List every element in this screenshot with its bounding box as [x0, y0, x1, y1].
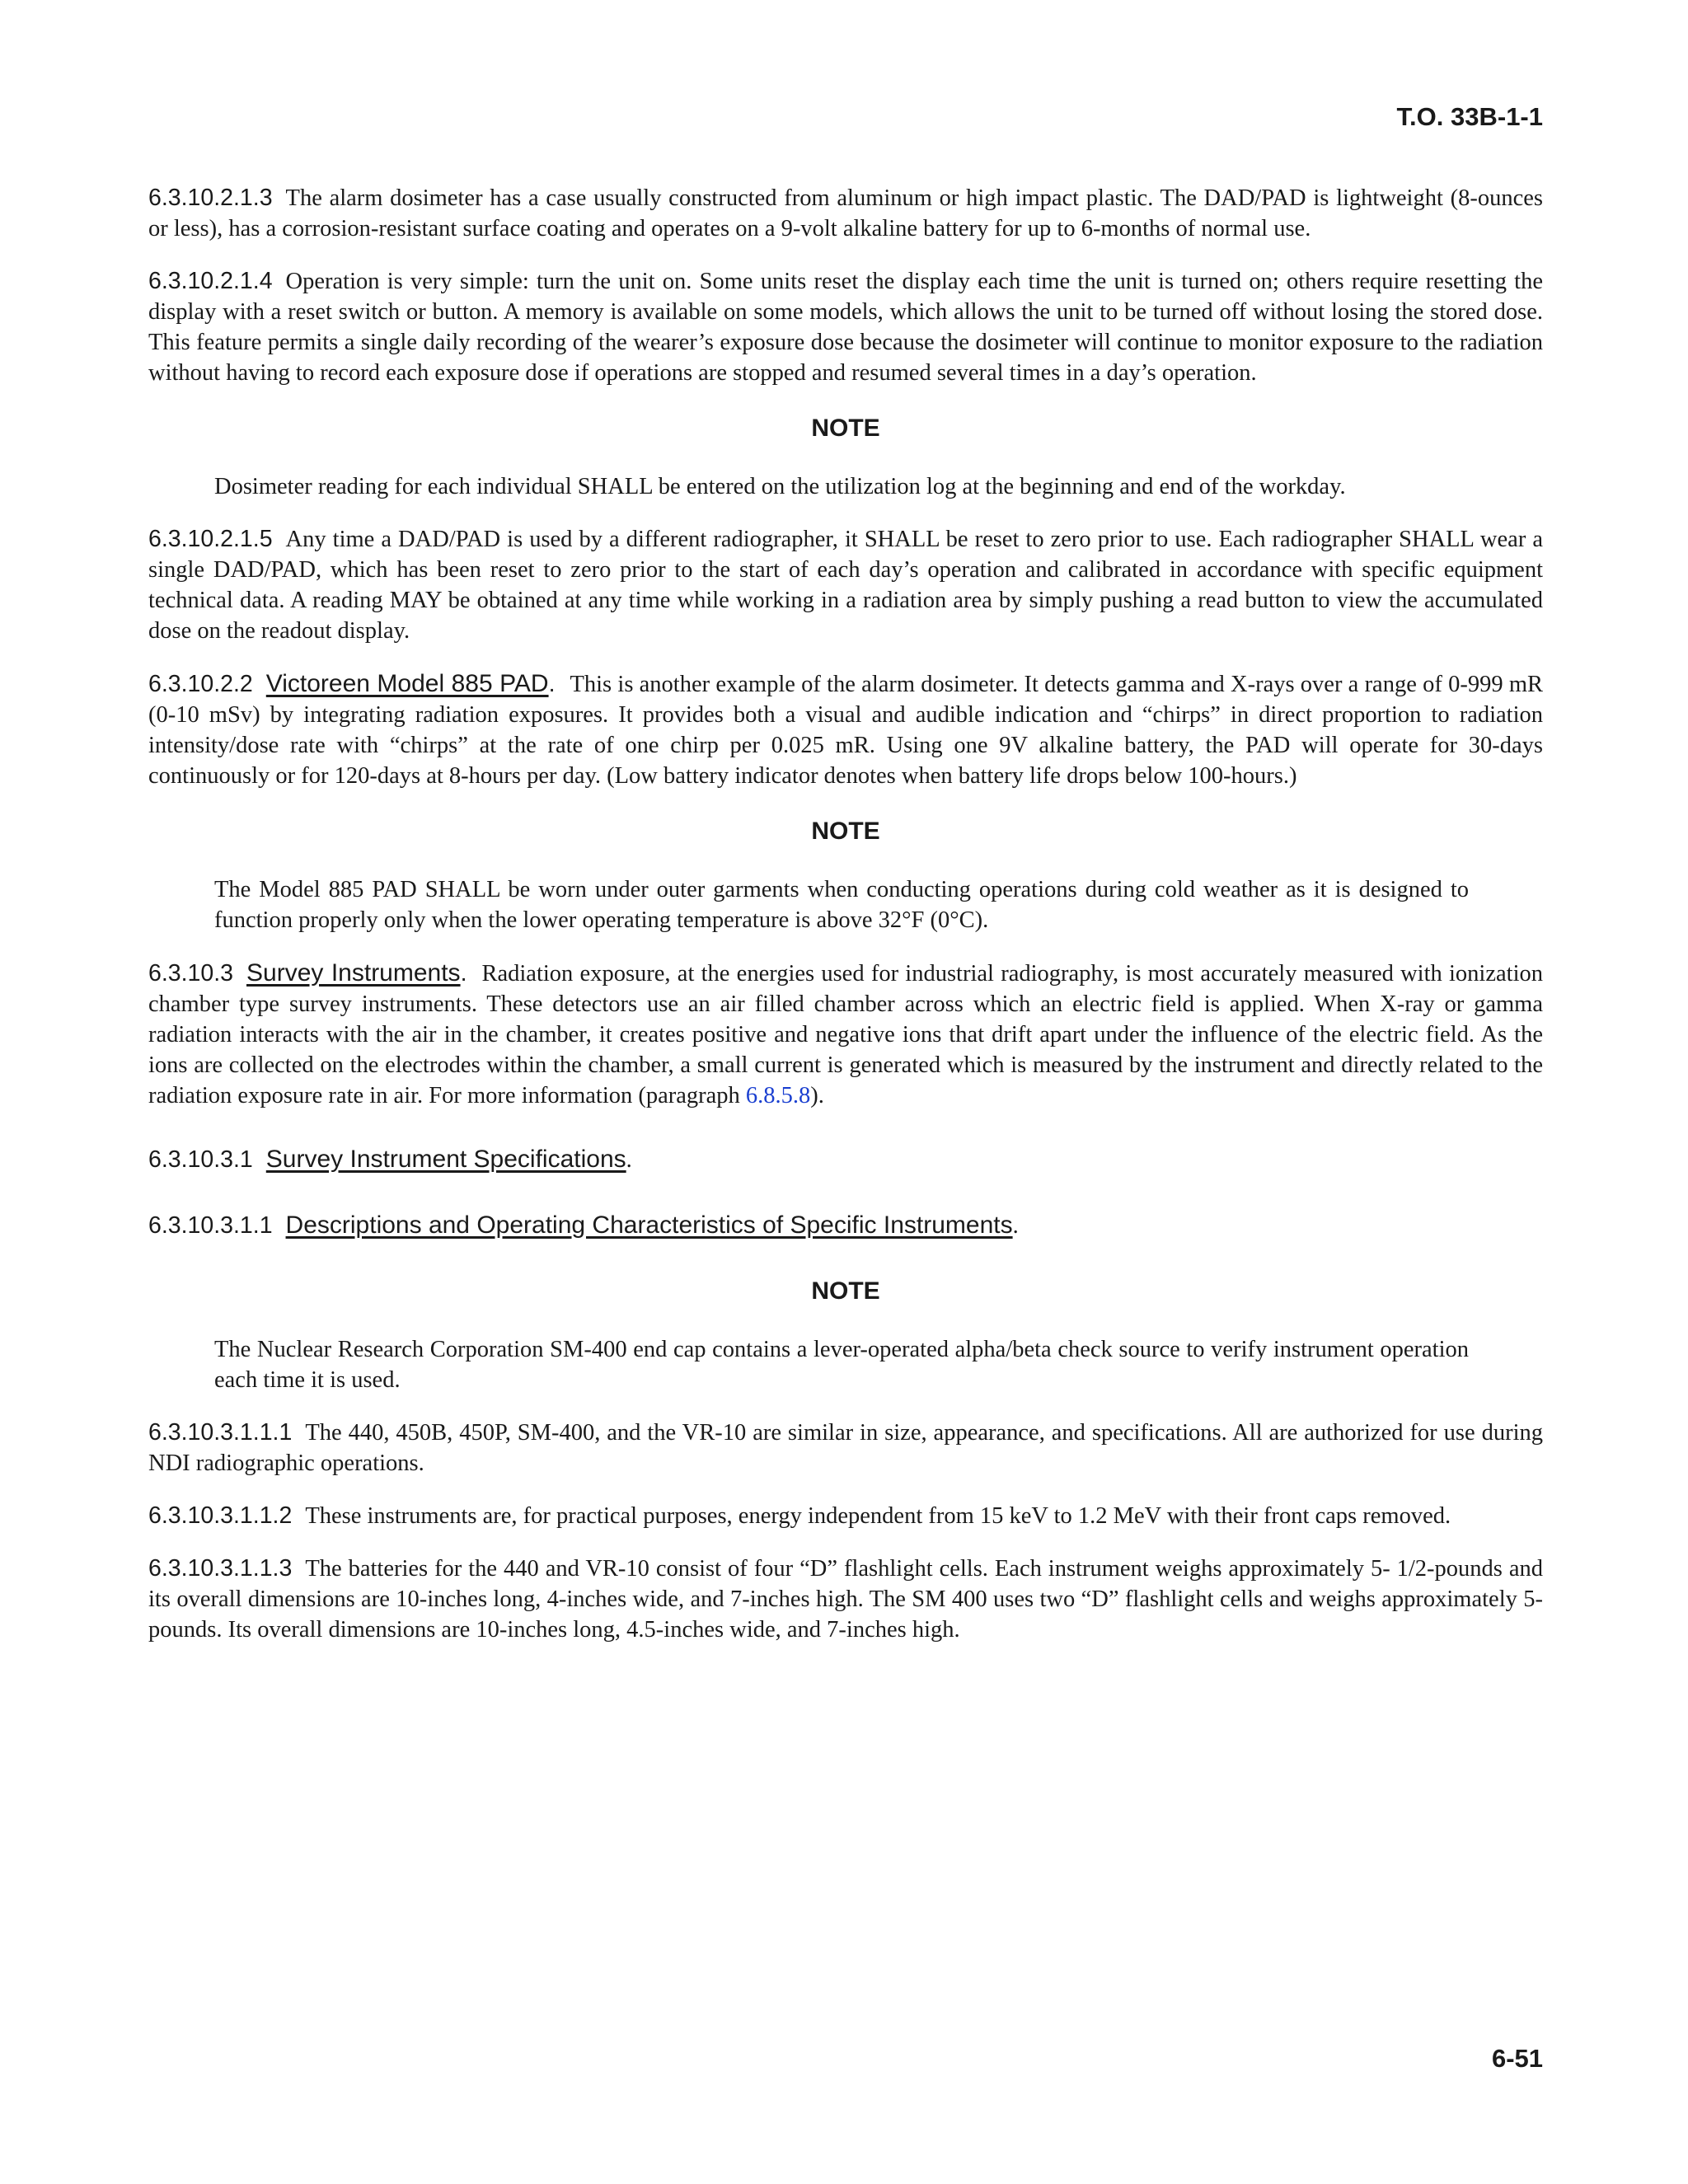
note-text: The Model 885 PAD SHALL be worn under outer garments when conducting operations during cold weather as it is designed to function properly only when the lower operating temperature is above 32°F (0°C). [214, 877, 1469, 933]
paragraph-text: Any time a DAD/PAD is used by a different radiographer, it SHALL be reset to zero prior to use. Each radiographer SHALL wear a single DAD/PAD, which has been reset to zero prior to the start of each day’s operation and calibrated in accordance with specific equipment technical data. A reading MAY be obtained at any time while working in a radiation area by simply pushing a read button to view the accumulated dose on the readout display. [148, 527, 1543, 644]
paragraph-6-3-10-3-1-1-3 [148, 1554, 1543, 1645]
note-text: Dosimeter reading for each individual SHALL be entered on the utilization log at the beginning and end of the workday. [214, 474, 1346, 499]
title-period: . [626, 1147, 632, 1173]
paragraph-text: This is another example of the alarm dosimeter. It detects gamma and X-rays over a range of 0-999 mR (0-10 mSv) by integrating radiation exposures. It provides both a visual and audible indication and “chirps” in direct proportion to radiation intensity/dose rate with “chirps” at the rate of one chirp per 0.025 mR. Using one 9V alkaline battery, the PAD will operate for 30-days continuously or for 120-days at 8-hours per day. (Low battery indicator denotes when battery life drops below 100-hours.) [148, 672, 1543, 789]
paragraph-number: 6.3.10.3.1.1 [148, 1212, 273, 1239]
paragraph-6-3-10-3-1-1-2 [148, 1501, 1543, 1531]
paragraph-number: 6.3.10.3.1.1.2 [148, 1502, 293, 1529]
paragraph-text: The 440, 450B, 450P, SM-400, and the VR-10 are similar in size, appearance, and specifications. All are authorized for use during NDI radiographic operations. [148, 1420, 1543, 1476]
title-period: . [460, 960, 467, 987]
paragraph-text: The batteries for the 440 and VR-10 consist of four “D” flashlight cells. Each instrument weighs approximately 5- 1/2-pounds and its overall dimensions are 10-inches long, 4-inches wide, and 7-inches high. The SM 400 uses two “D” flashlight cells and weighs approximately 5-pounds. Its overall dimensions are 10-inches long, 4.5-inches wide, and 7-inches high. [148, 1556, 1543, 1643]
paragraph-number: 6.3.10.2.1.3 [148, 185, 273, 211]
page-content [148, 183, 1543, 1667]
paragraph-title: Descriptions and Operating Characteristics of Specific Instruments [285, 1212, 1013, 1239]
title-period: . [1012, 1213, 1019, 1239]
title-period: . [548, 671, 556, 697]
paragraph-number: 6.3.10.3.1 [148, 1146, 253, 1173]
paragraph-6-3-10-3-1-1 [148, 1210, 1543, 1241]
paragraph-number: 6.3.10.3.1.1.3 [148, 1555, 293, 1582]
paragraph-title: Survey Instruments [246, 959, 461, 987]
paragraph-6-3-10-2-2 [148, 668, 1543, 791]
note-heading: NOTE [811, 818, 880, 845]
paragraph-number: 6.3.10.3 [148, 960, 234, 987]
document-id: T.O. 33B-1-1 [1396, 102, 1543, 131]
paragraph-6-3-10-2-1-5 [148, 524, 1543, 646]
paragraph-6-3-10-2-1-3 [148, 183, 1543, 244]
paragraph-6-3-10-3 [148, 958, 1543, 1111]
paragraph-number: 6.3.10.3.1.1.1 [148, 1419, 293, 1446]
page-number: 6-51 [1491, 2044, 1543, 2073]
paragraph-number: 6.3.10.2.1.5 [148, 526, 273, 552]
paragraph-6-3-10-2-1-4 [148, 266, 1543, 388]
paragraph-text: Radiation exposure, at the energies used for industrial radiography, is most accurately measured with ionization chamber type survey instruments. These detectors use an air filled chamber across which an electric field is applied. When X-ray or gamma radiation interacts with the air in the chamber, it creates positive and negative ions that drift apart under the influence of the electric field. As the ions are collected on the electrodes within the chamber, a small current is generated which is measured by the instrument and directly related to the radiation exposure rate in air. For more information (paragraph [148, 961, 1543, 1108]
paragraph-cross-reference-link[interactable]: 6.8.5.8 [745, 1083, 811, 1108]
paragraph-6-3-10-3-1 [148, 1144, 1543, 1175]
paragraph-title: Survey Instrument Specifications [265, 1146, 626, 1173]
note-heading: NOTE [811, 415, 880, 442]
paragraph-number: 6.3.10.2.2 [148, 671, 253, 697]
paragraph-text: These instruments are, for practical purposes, energy independent from 15 keV to 1.2 MeV with their front caps removed. [305, 1503, 1451, 1529]
note-text: The Nuclear Research Corporation SM-400 end cap contains a lever-operated alpha/beta check source to verify instrument operation each time it is used. [214, 1337, 1469, 1393]
paragraph-text: The alarm dosimeter has a case usually constructed from aluminum or high impact plastic. The DAD/PAD is lightweight (8-ounces or less), has a corrosion-resistant surface coating and operates on a 9-volt alkaline battery for up to 6-months of normal use. [148, 185, 1543, 241]
paragraph-number: 6.3.10.2.1.4 [148, 268, 273, 294]
note-heading: NOTE [811, 1277, 880, 1305]
paragraph-text: Operation is very simple: turn the unit on. Some units reset the display each time the unit is turned on; others require resetting the display with a reset switch or button. A memory is available on some models, which allows the unit to be turned off without losing the stored dose. This feature permits a single daily recording of the wearer’s exposure dose because the dosimeter will continue to monitor exposure to the radiation without having to record each exposure dose if operations are stopped and resumed several times in a day’s operation. [148, 269, 1543, 386]
paragraph-6-3-10-3-1-1-1 [148, 1418, 1543, 1479]
paragraph-title: Victoreen Model 885 PAD [265, 670, 549, 697]
paragraph-text-tail: ). [810, 1083, 824, 1108]
